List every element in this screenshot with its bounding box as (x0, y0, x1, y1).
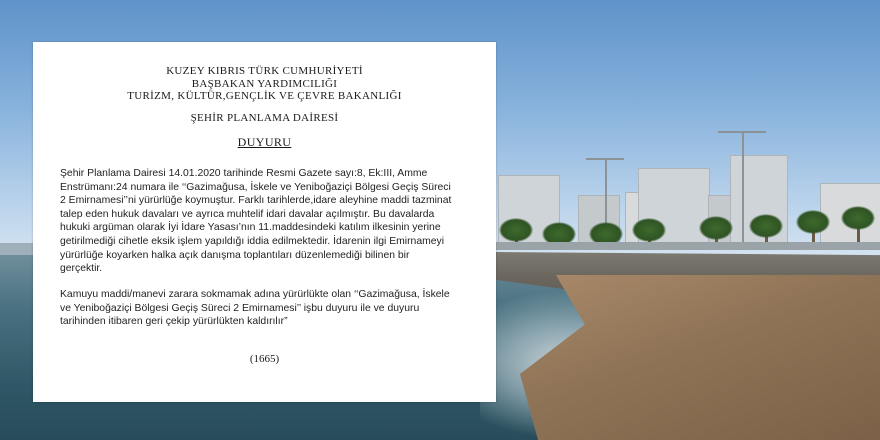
palm-tree (841, 206, 875, 230)
paragraph-2: Kamuyu maddi/manevi zarara sokmamak adına yürürlükte olan ‘‘Gazimağusa, İskele ve Yeniboğaziçi Bölgesi Geçiş Süreci 2 Emirnamesi’’ işbu duyuru ile ve duyuru tarihinden itibaren geri çekip yürürlükten kaldırılır” (60, 289, 450, 328)
announcement-number: (1665) (249, 353, 280, 365)
street-lamp-arm (718, 131, 766, 133)
palm-tree (749, 214, 783, 238)
header-office: BAŞBAKAN YARDIMCILIĞI (191, 78, 338, 90)
street-lamp-arm (586, 158, 624, 160)
paragraph-1: Şehir Planlama Dairesi 14.01.2020 tarihinde Resmi Gazete sayı:8, Ek:III, Amme Enstrümanı:24 numara ile ‘‘Gazimağusa, İskele ve Yeniboğaziçi Bölgesi Geçiş Süreci 2 Emirnamesi’’ni yürürlüğe koymuştur. Farklı tarihlerde,idare aleyhine maddi tazminat talep eden hukuk davaları ve ayrıca muhtelif idari davalar açılmıştır. Bu davalarda hukuki argüman olarak İyi İdare Yasası’nın 11.maddesindeki katılım ilkesinin yerine getirilmediği cihetle eksik işlem yapıldığı iddia edilmektedir. İdarenin ilgi Emirnameyi yürürlüğe koyarken halka açık danışma toplantıları düzenlemediği bilinen bir gerçektir. (60, 168, 452, 275)
palm-tree (699, 216, 733, 240)
beach (520, 275, 880, 440)
palm-tree (499, 218, 533, 242)
promenade-railing (496, 242, 880, 250)
palm-tree (632, 218, 666, 242)
header-country: KUZEY KIBRIS TÜRK CUMHURİYETİ (166, 65, 363, 77)
document-title: DUYURU (237, 135, 292, 149)
header-ministry: TURİZM, KÜLTÜR,GENÇLİK VE ÇEVRE BAKANLIĞI (127, 90, 402, 102)
street-lamp (742, 131, 744, 246)
header-department: ŞEHİR PLANLAMA DAİRESİ (190, 112, 339, 124)
announcement-document (33, 42, 496, 402)
palm-tree (796, 210, 830, 234)
